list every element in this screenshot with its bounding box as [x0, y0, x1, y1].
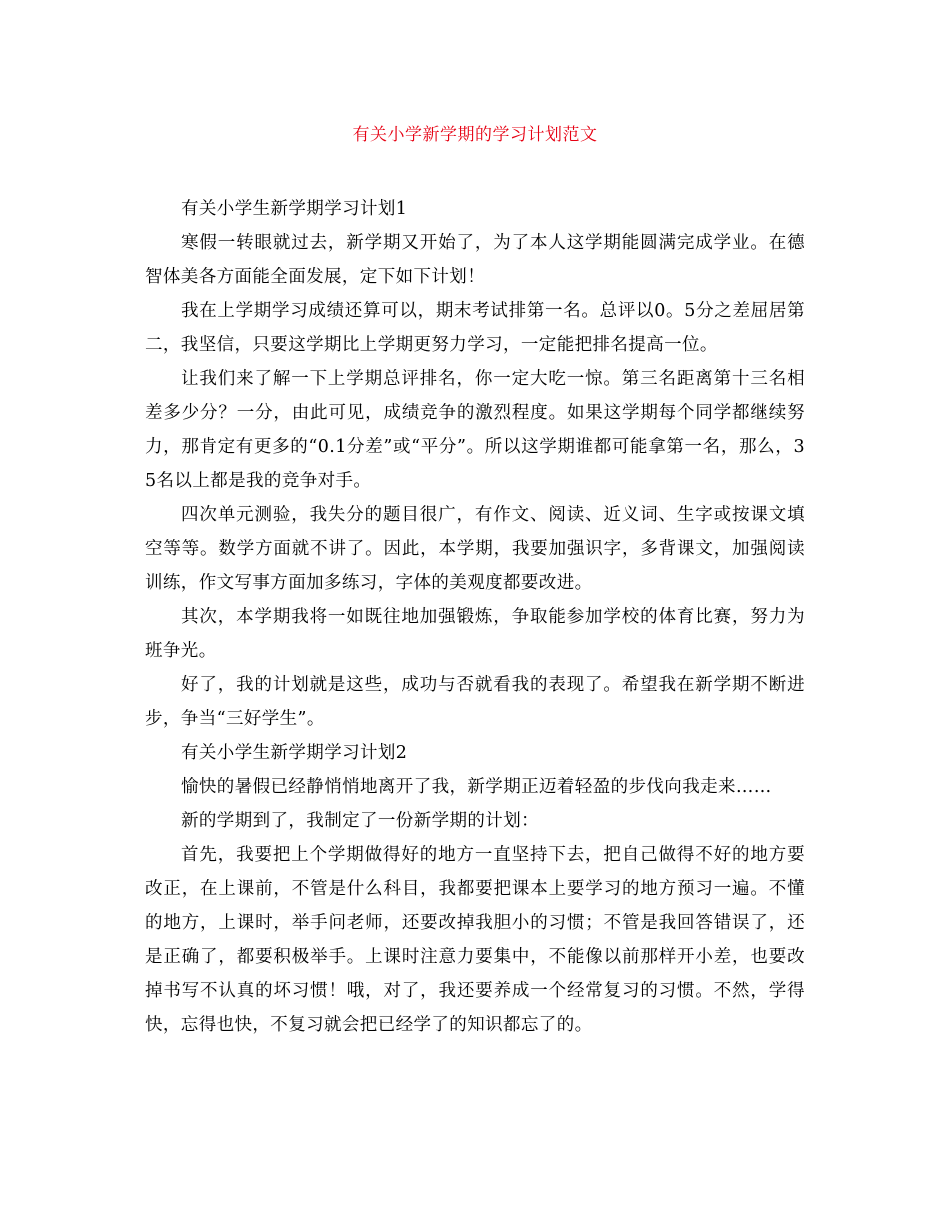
document-title: 有关小学新学期的学习计划范文	[352, 125, 598, 145]
document-body	[145, 192, 805, 1042]
paragraph: 好了，我的计划就是这些，成功与否就看我的表现了。希望我在新学期不断进步，争当“三好学生”。	[145, 675, 805, 729]
paragraph: 愉快的暑假已经静悄悄地离开了我，新学期正迈着轻盈的步伐向我走来……	[181, 777, 772, 797]
paragraph: 首先，我要把上个学期做得好的地方一直坚持下去，把自己做得不好的地方要改正，在上课前，不管是什么科目，我都要把课本上要学习的地方预习一遍。不懂的地方，上课时，举手问老师，还要改掉我胆小的习惯；不管是我回答错误了，还是正确了，都要积极举手。上课时注意力要集中，不能像以前那样开小差，也要改掉书写不认真的坏习惯！哦，对了，我还要养成一个经常复习的习惯。不然，学得快，忘得也快，不复习就会把已经学了的知识都忘了的。	[145, 845, 805, 1035]
paragraph: 我在上学期学习成绩还算可以，期末考试排第一名。总评以0。5分之差屈居第二，我坚信，只要这学期比上学期更努力学习，一定能把排名提高一位。	[145, 301, 805, 355]
paragraph: 其次，本学期我将一如既往地加强锻炼，争取能参加学校的体育比赛，努力为班争光。	[145, 607, 805, 661]
section-heading-1: 有关小学生新学期学习计划1	[181, 199, 408, 219]
paragraph: 让我们来了解一下上学期总评排名，你一定大吃一惊。第三名距离第十三名相差多少分？一分，由此可见，成绩竞争的激烈程度。如果这学期每个同学都继续努力，那肯定有更多的“0.1分差”或“平分”。所以这学期谁都可能拿第一名，那么，35名以上都是我的竞争对手。	[145, 369, 805, 491]
paragraph: 新的学期到了，我制定了一份新学期的计划：	[181, 811, 539, 831]
paragraph: 四次单元测验，我失分的题目很广，有作文、阅读、近义词、生字或按课文填空等等。数学方面就不讲了。因此，本学期，我要加强识字，多背课文，加强阅读训练，作文写事方面加多练习，字体的美观度都要改进。	[145, 505, 805, 593]
paragraph: 寒假一转眼就过去，新学期又开始了，为了本人这学期能圆满完成学业。在德智体美各方面能全面发展，定下如下计划！	[145, 233, 805, 287]
section-heading-2: 有关小学生新学期学习计划2	[181, 743, 408, 763]
